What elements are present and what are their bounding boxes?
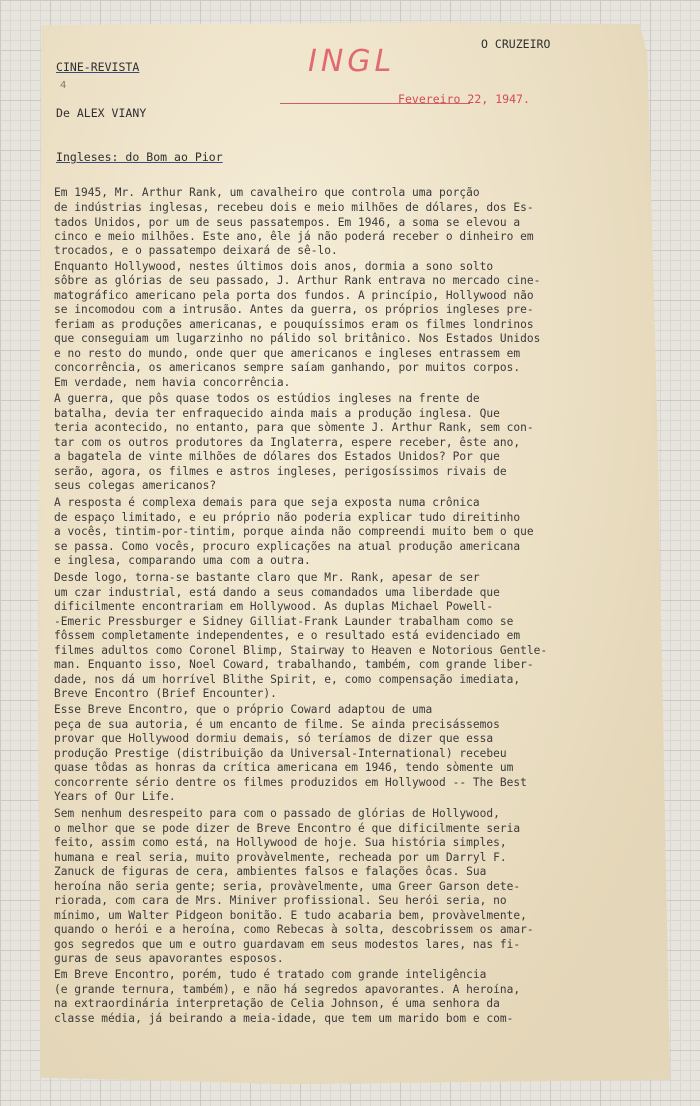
ingl-stamp: INGL xyxy=(308,44,396,79)
text-line: heroína não seria gente; seria, provàvelmente, uma Greer Garson dete- xyxy=(54,880,521,893)
text-line: classe média, já beirando a meia-idade, que tem um marido bom e com- xyxy=(54,1012,514,1025)
text-line: humana e real seria, muito provàvelmente, recheada por um Darryl F. xyxy=(54,851,507,864)
text-line: o melhor que se pode dizer de Breve Encontro é que dificilmente seria xyxy=(54,822,521,835)
text-line: serão, agora, os filmes e astros ingleses, perigosíssimos rivais de xyxy=(54,465,507,478)
text-line: e inglesa, comparando uma com a outra. xyxy=(54,554,311,567)
text-line: e no resto do mundo, onde quer que americanos e ingleses entrassem em xyxy=(54,347,521,360)
text-line: gos segredos que um e outro guardavam em seus modestos lares, nas fi- xyxy=(54,938,521,951)
text-line: A guerra, que pôs quase todos os estúdios ingleses na frente de xyxy=(54,392,480,405)
text-line: tados Unidos, por um de seus passatempos. Em 1946, a soma se elevou a xyxy=(54,216,521,229)
text-line: de espaço limitado, e eu próprio não poderia explicar tudo direitinho xyxy=(54,511,521,524)
pencil-mark: 4 xyxy=(60,80,67,91)
section-label: CINE-REVISTA xyxy=(56,60,140,74)
text-line: se incomodou com a intrusão. Antes da guerra, os próprios ingleses pre- xyxy=(54,303,534,316)
text-line: Desde logo, torna-se bastante claro que Mr. Rank, apesar de ser xyxy=(54,571,480,584)
text-line: filmes adultos como Coronel Blimp, Stairway to Heaven e Notorious Gentle- xyxy=(54,644,548,657)
text-line: feriam as produções americanas, e pouquíssimos eram os filmes londrinos xyxy=(54,318,534,331)
text-line: batalha, devia ter enfraquecido ainda mais a produção inglesa. Que xyxy=(54,407,500,420)
text-line: Em verdade, nem havia concorrência. xyxy=(54,376,291,389)
text-line: guras de seus apavorantes esposos. xyxy=(54,952,284,965)
text-line: de indústrias inglesas, recebeu dois e meio milhões de dólares, dos Es- xyxy=(54,201,534,214)
author-line: De ALEX VIANY xyxy=(56,106,147,120)
text-line: a bagatela de vinte milhões de dólares dos Estados Unidos? Por que xyxy=(54,450,500,463)
text-line: cinco e meio milhões. Este ano, êle já não poderá receber o dinheiro em xyxy=(54,230,534,243)
text-line: Em 1945, Mr. Arthur Rank, um cavalheiro que controla uma porção xyxy=(54,186,480,199)
text-line: Zanuck de figuras de cera, ambientes falsos e falações ôcas. Sua xyxy=(54,865,487,878)
text-line: Sem nenhum desrespeito para com o passado de glórias de Hollywood, xyxy=(54,807,500,820)
article-title: Ingleses: do Bom ao Pior xyxy=(56,150,223,164)
text-line: fôssem completamente independentes, e o resultado está evidenciado em xyxy=(54,629,521,642)
text-line: que conseguiam um lugarzinho no pálido sol britânico. Nos Estados Unidos xyxy=(54,332,541,345)
text-line: Enquanto Hollywood, nestes últimos dois anos, dormia a sono solto xyxy=(54,260,494,273)
text-line: quase tôdas as honras da crítica americana em 1946, tendo sòmente um xyxy=(54,761,514,774)
text-line: peça de sua autoria, é um encanto de filme. Se ainda precisássemos xyxy=(54,718,500,731)
text-line: Esse Breve Encontro, que o próprio Coward adaptou de uma xyxy=(54,703,433,716)
text-line: matográfico americano pela porta dos fundos. A princípio, Hollywood não xyxy=(54,289,534,302)
text-line: A resposta é complexa demais para que seja exposta numa crônica xyxy=(54,496,480,509)
text-line: concorrência, os americanos sempre saíam ganhando, por muitos corpos. xyxy=(54,361,521,374)
text-line: dade, nos dá um horrível Blithe Spirit, e, como compensação imediata, xyxy=(54,673,521,686)
magazine-name: O CRUZEIRO xyxy=(481,37,551,51)
text-line: Em Breve Encontro, porém, tudo é tratado com grande inteligência xyxy=(54,968,487,981)
text-line: feito, assim como está, na Hollywood de hoje. Sua história simples, xyxy=(54,836,507,849)
text-line: riorada, com cara de Mrs. Miniver profissional. Seu herói seria, no xyxy=(54,894,507,907)
text-line: teria acontecido, no entanto, para que sòmente J. Arthur Rank, sem con- xyxy=(54,421,534,434)
text-line: quando o herói e a heroína, como Rebecas à solta, descobrissem os amar- xyxy=(54,923,534,936)
text-line: man. Enquanto isso, Noel Coward, trabalhando, também, com grande liber- xyxy=(54,658,534,671)
text-line: Breve Encontro (Brief Encounter). xyxy=(54,687,277,700)
text-line: na extraordinária interpretação de Celia Johnson, é uma senhora da xyxy=(54,997,500,1010)
text-line: provar que Hollywood dormiu demais, só teríamos de dizer que essa xyxy=(54,732,494,745)
text-line: Years of Our Life. xyxy=(54,790,176,803)
text-line: um czar industrial, está dando a seus comandados uma liberdade que xyxy=(54,586,500,599)
date-line: Fevereiro 22, 1947. xyxy=(398,92,530,106)
text-line: produção Prestige (distribuição da Universal-International) recebeu xyxy=(54,747,507,760)
text-line: dificilmente encontrariam em Hollywood. As duplas Michael Powell- xyxy=(54,600,494,613)
text-line: seus colegas americanos? xyxy=(54,479,217,492)
text-line: concorrente sério dentre os filmes produzidos em Hollywood -- The Best xyxy=(54,776,527,789)
text-line: tar com os outros produtores da Inglaterra, espere receber, êste ano, xyxy=(54,436,521,449)
text-line: -Emeric Pressburger e Sidney Gilliat-Frank Launder trabalham como se xyxy=(54,615,514,628)
text-line: se passa. Como vocês, procuro explicações na atual produção americana xyxy=(54,540,521,553)
text-line: sôbre as glórias de seu passado, J. Arthur Rank entrava no mercado cine- xyxy=(54,274,541,287)
text-line: trocados, e o passatempo deixará de sê-lo. xyxy=(54,244,338,257)
text-line: a vocês, tintim-por-tintim, porque ainda não compreendi muito bem o que xyxy=(54,525,534,538)
text-line: mínimo, um Walter Pidgeon bonitão. E tudo acabaria bem, provàvelmente, xyxy=(54,909,527,922)
text-line: (e grande ternura, também), e não há segredos apavorantes. A heroína, xyxy=(54,983,521,996)
